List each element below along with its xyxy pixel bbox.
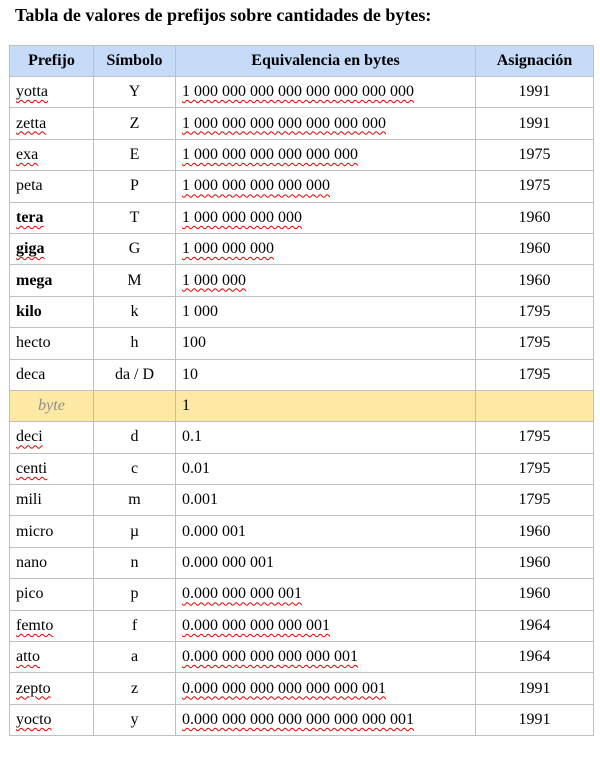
cell-symbol (94, 390, 176, 421)
table-row (10, 485, 594, 516)
header-equivalence: Equivalencia en bytes (176, 46, 476, 77)
cell-symbol (94, 328, 176, 359)
table-row (10, 77, 594, 108)
table-row (10, 296, 594, 327)
header-prefix: Prefijo (10, 46, 94, 77)
table-row (10, 579, 594, 610)
cell-prefix (10, 673, 94, 704)
cell-year (476, 704, 594, 735)
cell-symbol-text: k (130, 302, 139, 320)
cell-equivalence-text: 0.000 000 001 (182, 554, 274, 572)
cell-prefix (10, 547, 94, 578)
cell-equivalence-text: 0.01 (182, 459, 210, 477)
cell-year-text: 1960 (518, 522, 551, 540)
cell-equivalence-text: 0.001 (182, 491, 218, 509)
cell-prefix (10, 359, 94, 390)
cell-equivalence (176, 547, 476, 578)
cell-equivalence-text: 0.1 (182, 428, 202, 446)
cell-prefix (10, 171, 94, 202)
cell-prefix-text: deci (16, 428, 43, 446)
cell-prefix-text: micro (16, 522, 54, 540)
cell-equivalence-text: 0.000 000 000 001 (182, 585, 302, 603)
cell-symbol-text: G (128, 240, 141, 258)
cell-equivalence (176, 202, 476, 233)
cell-symbol-text: m (128, 491, 141, 509)
table-row (10, 265, 594, 296)
cell-year (476, 673, 594, 704)
cell-year (476, 485, 594, 516)
cell-prefix (10, 296, 94, 327)
cell-prefix-text: kilo (16, 302, 42, 320)
cell-year (476, 422, 594, 453)
cell-year-text: 1795 (518, 459, 551, 477)
cell-prefix-text: atto (16, 648, 40, 666)
cell-symbol-text: z (130, 679, 139, 697)
cell-equivalence-text: 1 000 000 000 000 (182, 208, 302, 226)
table-header-row (10, 46, 594, 77)
cell-symbol-text: c (130, 459, 139, 477)
cell-prefix (10, 390, 94, 421)
cell-equivalence (176, 453, 476, 484)
cell-equivalence (176, 673, 476, 704)
cell-equivalence (176, 171, 476, 202)
cell-symbol (94, 610, 176, 641)
cell-year-text: 1991 (518, 114, 551, 132)
cell-year-text: 1975 (518, 177, 551, 195)
cell-year (476, 233, 594, 264)
table-row (10, 516, 594, 547)
cell-prefix-text: giga (16, 240, 45, 258)
cell-symbol-text: Z (129, 114, 140, 132)
cell-equivalence (176, 265, 476, 296)
cell-symbol (94, 485, 176, 516)
cell-equivalence (176, 77, 476, 108)
cell-equivalence (176, 108, 476, 139)
table-row (10, 422, 594, 453)
cell-equivalence-text: 1 000 (182, 302, 218, 320)
cell-prefix (10, 516, 94, 547)
cell-equivalence-text: 1 000 000 000 000 000 (182, 177, 330, 195)
cell-symbol (94, 77, 176, 108)
cell-symbol-text: y (130, 711, 139, 728)
cell-prefix (10, 704, 94, 735)
cell-year-text: 1960 (518, 585, 551, 603)
cell-symbol-text: T (129, 208, 140, 226)
cell-year (476, 139, 594, 170)
cell-prefix (10, 642, 94, 673)
cell-symbol-text: p (130, 585, 139, 603)
cell-year-text: 1991 (518, 679, 551, 697)
cell-symbol-text: d (130, 428, 139, 446)
cell-prefix (10, 579, 94, 610)
cell-year (476, 579, 594, 610)
cell-prefix-text: hecto (16, 334, 51, 352)
cell-prefix (10, 485, 94, 516)
cell-symbol-text: P (130, 177, 139, 195)
cell-equivalence (176, 328, 476, 359)
cell-equivalence-text: 1 000 000 000 000 000 000 (182, 145, 358, 163)
header-year: Asignación (476, 46, 594, 77)
cell-prefix-text: peta (16, 177, 43, 195)
cell-prefix-text: yocto (16, 711, 52, 728)
cell-year (476, 77, 594, 108)
table-row (10, 108, 594, 139)
table-row (10, 328, 594, 359)
cell-symbol (94, 422, 176, 453)
cell-year-text: 1795 (518, 334, 551, 352)
cell-equivalence-text: 0.000 000 000 000 000 000 001 (182, 679, 386, 697)
table-row (10, 359, 594, 390)
cell-year (476, 171, 594, 202)
cell-equivalence (176, 139, 476, 170)
cell-prefix (10, 108, 94, 139)
cell-year (476, 108, 594, 139)
cell-equivalence (176, 642, 476, 673)
cell-symbol (94, 547, 176, 578)
cell-year (476, 296, 594, 327)
cell-symbol-text: E (129, 145, 140, 163)
cell-prefix-text: zetta (16, 114, 47, 132)
cell-equivalence-text: 1 000 000 (182, 271, 246, 289)
cell-equivalence-text: 0.000 001 (182, 522, 246, 540)
table-row (10, 233, 594, 264)
cell-equivalence (176, 485, 476, 516)
cell-symbol-text: n (130, 554, 139, 572)
cell-equivalence-text: 10 (182, 365, 198, 383)
cell-prefix-text: byte (38, 397, 65, 415)
cell-prefix (10, 202, 94, 233)
cell-symbol (94, 171, 176, 202)
cell-year (476, 265, 594, 296)
cell-year (476, 390, 594, 421)
cell-year-text: 1975 (518, 145, 551, 163)
cell-year-text: 1964 (518, 616, 551, 634)
cell-equivalence (176, 610, 476, 641)
cell-equivalence-text: 1 (182, 397, 190, 415)
cell-equivalence (176, 359, 476, 390)
cell-symbol (94, 579, 176, 610)
cell-prefix-text: deca (16, 365, 46, 383)
cell-year-text: 1964 (518, 648, 551, 666)
cell-symbol-text: f (131, 616, 138, 634)
cell-prefix-text: yotta (16, 83, 48, 101)
cell-year-text: 1960 (518, 208, 551, 226)
table-row (10, 171, 594, 202)
cell-year-text: 1991 (518, 83, 551, 101)
table-row (10, 642, 594, 673)
cell-year (476, 328, 594, 359)
table-body (10, 77, 594, 736)
cell-prefix-text: pico (16, 585, 44, 603)
table-row (10, 202, 594, 233)
cell-equivalence-text: 0.000 000 000 000 000 000 000 001 (182, 711, 414, 728)
cell-prefix-text: centi (16, 459, 48, 477)
cell-symbol-text: M (127, 271, 142, 289)
cell-equivalence (176, 233, 476, 264)
table-row (10, 139, 594, 170)
cell-year (476, 359, 594, 390)
cell-prefix (10, 328, 94, 359)
cell-symbol-text: Y (128, 83, 141, 101)
cell-symbol (94, 265, 176, 296)
cell-year (476, 516, 594, 547)
cell-year (476, 547, 594, 578)
cell-equivalence-text: 0.000 000 000 000 001 (182, 616, 330, 634)
table-row (10, 390, 594, 421)
cell-equivalence (176, 422, 476, 453)
cell-equivalence-text: 1 000 000 000 000 000 000 000 (182, 114, 386, 132)
cell-equivalence (176, 390, 476, 421)
cell-symbol (94, 704, 176, 735)
cell-symbol (94, 233, 176, 264)
cell-equivalence (176, 704, 476, 735)
cell-symbol (94, 453, 176, 484)
table-row (10, 673, 594, 704)
header-symbol: Símbolo (94, 46, 176, 77)
cell-equivalence (176, 516, 476, 547)
cell-equivalence-text: 100 (182, 334, 206, 352)
cell-prefix (10, 233, 94, 264)
table-row (10, 704, 594, 735)
cell-symbol (94, 642, 176, 673)
cell-prefix-text: exa (16, 145, 39, 163)
prefix-table (9, 45, 594, 736)
table-row (10, 547, 594, 578)
cell-prefix (10, 77, 94, 108)
cell-year (476, 453, 594, 484)
cell-year-text: 1960 (518, 554, 551, 572)
cell-prefix (10, 453, 94, 484)
cell-symbol (94, 296, 176, 327)
cell-symbol-text: h (130, 334, 139, 352)
cell-year (476, 642, 594, 673)
cell-prefix-text: tera (16, 208, 44, 226)
cell-symbol (94, 359, 176, 390)
cell-equivalence-text: 1 000 000 000 000 000 000 000 000 (182, 83, 414, 101)
table-row (10, 453, 594, 484)
cell-symbol-text: da / D (114, 365, 155, 383)
cell-equivalence-text: 1 000 000 000 (182, 240, 274, 258)
cell-year-text: 1795 (518, 491, 551, 509)
cell-symbol (94, 139, 176, 170)
cell-prefix (10, 139, 94, 170)
cell-year-text: 1795 (518, 365, 551, 383)
cell-year (476, 202, 594, 233)
cell-year (476, 610, 594, 641)
cell-prefix-text: mili (16, 491, 42, 509)
cell-equivalence-text: 0.000 000 000 000 000 001 (182, 648, 358, 666)
cell-year-text: 1960 (518, 240, 551, 258)
cell-symbol-text: a (130, 648, 139, 666)
cell-symbol (94, 673, 176, 704)
cell-symbol (94, 108, 176, 139)
cell-prefix (10, 265, 94, 296)
cell-year-text: 1795 (518, 302, 551, 320)
cell-equivalence (176, 579, 476, 610)
cell-symbol (94, 516, 176, 547)
cell-symbol (94, 202, 176, 233)
cell-prefix-text: mega (16, 271, 53, 289)
cell-prefix (10, 422, 94, 453)
cell-prefix (10, 610, 94, 641)
cell-symbol-text: µ (129, 522, 140, 540)
cell-prefix-text: nano (16, 554, 48, 572)
cell-year-text: 1795 (518, 428, 551, 446)
document-title: Tabla de valores de prefijos sobre cantidades de bytes: (15, 5, 432, 25)
cell-prefix-text: zepto (16, 679, 51, 697)
cell-prefix-text: femto (16, 616, 54, 634)
cell-equivalence (176, 296, 476, 327)
cell-year-text: 1960 (518, 271, 551, 289)
cell-year-text: 1991 (518, 711, 551, 728)
table-row (10, 610, 594, 641)
